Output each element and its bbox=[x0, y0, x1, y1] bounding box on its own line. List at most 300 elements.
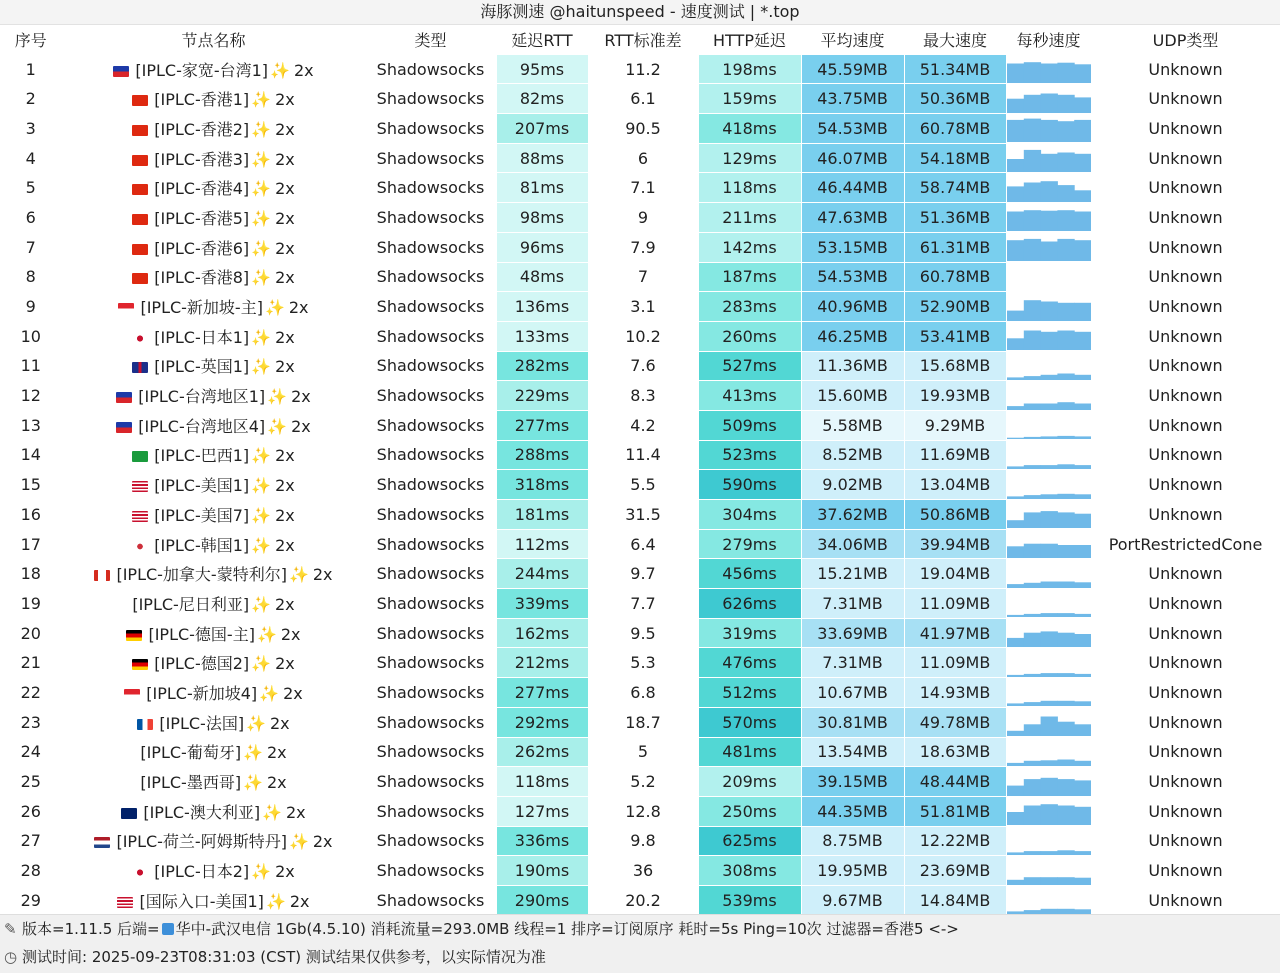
cell-node-name bbox=[62, 618, 365, 648]
speed-sparkline-bar bbox=[1023, 119, 1040, 142]
speed-sparkline bbox=[1007, 441, 1091, 469]
speed-sparkline-bar bbox=[1040, 120, 1057, 142]
speed-sparkline-bar bbox=[1023, 633, 1040, 647]
cell-index: 4 bbox=[0, 143, 62, 173]
cell-udp-type: Unknown bbox=[1091, 262, 1280, 292]
speed-sparkline-bar bbox=[1040, 332, 1057, 350]
cell-http-latency: 250ms bbox=[698, 796, 801, 826]
status-bar bbox=[0, 914, 1280, 973]
cell-avg-speed: 47.63MB bbox=[801, 203, 904, 233]
cell-node-name bbox=[62, 796, 365, 826]
node-multiplier: 2x bbox=[275, 476, 295, 496]
cell-index: 15 bbox=[0, 470, 62, 500]
speed-sparkline-bar bbox=[1057, 63, 1074, 83]
cell-udp-type: PortRestrictedCone bbox=[1091, 529, 1280, 559]
speed-sparkline bbox=[1007, 857, 1091, 885]
sparkle-icon: ✨ bbox=[251, 268, 272, 288]
sparkle-icon: ✨ bbox=[251, 179, 272, 199]
cell-http-latency: 319ms bbox=[698, 618, 801, 648]
cell-rtt-std: 12.8 bbox=[588, 796, 698, 826]
cell-avg-speed: 45.59MB bbox=[801, 54, 904, 84]
cell-node-name bbox=[62, 262, 365, 292]
speed-sparkline-bar bbox=[1023, 95, 1040, 113]
cell-max-speed: 19.04MB bbox=[904, 559, 1006, 589]
sparkle-icon: ✨ bbox=[264, 298, 285, 318]
cell-index: 8 bbox=[0, 262, 62, 292]
sparkle-icon: ✨ bbox=[251, 119, 272, 139]
table-row[interactable] bbox=[0, 114, 1280, 144]
cell-rtt: 290ms bbox=[496, 885, 588, 915]
speed-sparkline-bar bbox=[1040, 581, 1057, 588]
cell-rtt: 288ms bbox=[496, 440, 588, 470]
cell-rtt-std: 90.5 bbox=[588, 114, 698, 144]
table-row[interactable] bbox=[0, 885, 1280, 915]
cell-http-latency: 625ms bbox=[698, 826, 801, 856]
cell-http-latency: 187ms bbox=[698, 262, 801, 292]
flag-icon bbox=[132, 155, 148, 166]
speed-sparkline bbox=[1007, 293, 1091, 321]
cell-http-latency: 539ms bbox=[698, 885, 801, 915]
cell-per-second-speed bbox=[1006, 292, 1091, 322]
speed-sparkline-bar bbox=[1023, 513, 1040, 529]
sparkle-icon: ✨ bbox=[251, 654, 272, 674]
speed-sparkline-bar bbox=[1057, 493, 1074, 498]
speed-sparkline-bar bbox=[1040, 64, 1057, 84]
speed-sparkline-bar bbox=[1057, 633, 1074, 647]
table-row[interactable] bbox=[0, 707, 1280, 737]
speed-sparkline-bar bbox=[1023, 211, 1040, 232]
node-multiplier: 2x bbox=[275, 238, 295, 258]
speed-sparkline-bar bbox=[1007, 763, 1024, 766]
speed-sparkline-bar bbox=[1057, 850, 1074, 855]
speed-sparkline-bar bbox=[1074, 240, 1091, 261]
table-row[interactable] bbox=[0, 232, 1280, 262]
speed-sparkline bbox=[1007, 768, 1091, 796]
table-row[interactable] bbox=[0, 529, 1280, 559]
cell-rtt-std: 5.3 bbox=[588, 648, 698, 678]
cell-rtt: 127ms bbox=[496, 796, 588, 826]
node-name-text: [IPLC-加拿大-蒙特利尔] bbox=[116, 565, 287, 585]
col-header-max-speed[interactable]: 最大速度 bbox=[904, 25, 1006, 54]
cell-max-speed: 39.94MB bbox=[904, 529, 1006, 559]
node-multiplier: 2x bbox=[275, 862, 295, 882]
table-row[interactable] bbox=[0, 737, 1280, 767]
speed-sparkline-bar bbox=[1040, 877, 1057, 885]
table-row[interactable] bbox=[0, 203, 1280, 233]
cell-index: 13 bbox=[0, 410, 62, 440]
cell-http-latency: 118ms bbox=[698, 173, 801, 203]
node-multiplier: 2x bbox=[275, 268, 295, 288]
table-row[interactable] bbox=[0, 470, 1280, 500]
cell-index: 10 bbox=[0, 321, 62, 351]
node-multiplier: 2x bbox=[269, 713, 290, 733]
cell-rtt-std: 11.2 bbox=[588, 54, 698, 84]
cell-type: Shadowsocks bbox=[365, 796, 496, 826]
speed-sparkline-bar bbox=[1023, 851, 1040, 855]
col-header-node-name[interactable]: 节点名称 bbox=[62, 25, 365, 54]
cell-udp-type: Unknown bbox=[1091, 381, 1280, 411]
cell-rtt-std: 6.4 bbox=[588, 529, 698, 559]
cell-rtt-std: 5.2 bbox=[588, 767, 698, 797]
cell-rtt: 339ms bbox=[496, 589, 588, 619]
cell-node-name bbox=[62, 470, 365, 500]
speed-sparkline-bar bbox=[1057, 302, 1074, 320]
flag-icon bbox=[117, 897, 133, 908]
cell-rtt-std: 11.4 bbox=[588, 440, 698, 470]
feather-icon: ✎ bbox=[4, 920, 17, 938]
node-multiplier: 2x bbox=[266, 773, 287, 793]
node-name-text: [国际入口-美国1] bbox=[139, 891, 264, 911]
table-row[interactable] bbox=[0, 648, 1280, 678]
cell-rtt-std: 10.2 bbox=[588, 321, 698, 351]
col-header-per-second-speed[interactable]: 每秒速度 bbox=[1006, 25, 1091, 54]
cell-udp-type: Unknown bbox=[1091, 203, 1280, 233]
table-row[interactable] bbox=[0, 143, 1280, 173]
cell-type: Shadowsocks bbox=[365, 351, 496, 381]
speed-sparkline-bar bbox=[1007, 615, 1024, 617]
table-row[interactable] bbox=[0, 262, 1280, 292]
cell-max-speed: 9.29MB bbox=[904, 410, 1006, 440]
backend-icon bbox=[162, 923, 174, 935]
speed-sparkline-bar bbox=[1057, 701, 1074, 706]
node-multiplier: 2x bbox=[288, 298, 309, 318]
cell-node-name bbox=[62, 737, 365, 767]
speed-sparkline-bar bbox=[1040, 544, 1057, 558]
speed-sparkline-bar bbox=[1023, 583, 1040, 588]
cell-type: Shadowsocks bbox=[365, 232, 496, 262]
speed-sparkline bbox=[1007, 738, 1091, 766]
node-name-text: [IPLC-尼日利亚] bbox=[132, 594, 250, 614]
cell-type: Shadowsocks bbox=[365, 856, 496, 886]
cell-max-speed: 52.90MB bbox=[904, 292, 1006, 322]
col-header-rtt[interactable]: 延迟RTT bbox=[496, 25, 588, 54]
cell-type: Shadowsocks bbox=[365, 173, 496, 203]
speed-sparkline bbox=[1007, 233, 1091, 261]
speed-sparkline bbox=[1007, 619, 1091, 647]
cell-index: 6 bbox=[0, 203, 62, 233]
flag-icon bbox=[132, 481, 148, 492]
speed-sparkline-bar bbox=[1057, 211, 1074, 232]
cell-udp-type: Unknown bbox=[1091, 84, 1280, 114]
node-multiplier: 2x bbox=[266, 743, 287, 763]
node-name-text: [IPLC-日本1] bbox=[154, 327, 250, 347]
node-name-text: [IPLC-家宽-台湾1] bbox=[135, 60, 269, 80]
node-name-text: [IPLC-美国7] bbox=[154, 505, 250, 525]
cell-http-latency: 626ms bbox=[698, 589, 801, 619]
cell-type: Shadowsocks bbox=[365, 678, 496, 708]
cell-avg-speed: 39.15MB bbox=[801, 767, 904, 797]
table-row[interactable] bbox=[0, 381, 1280, 411]
cell-udp-type: Unknown bbox=[1091, 173, 1280, 203]
speed-sparkline-bar bbox=[1040, 242, 1057, 262]
node-multiplier: 2x bbox=[275, 119, 295, 139]
speed-sparkline-bar bbox=[1023, 703, 1040, 707]
cell-udp-type: Unknown bbox=[1091, 856, 1280, 886]
cell-rtt: 277ms bbox=[496, 678, 588, 708]
table-header-row bbox=[0, 25, 1280, 54]
node-multiplier: 2x bbox=[274, 594, 295, 614]
cell-rtt: 292ms bbox=[496, 707, 588, 737]
speed-sparkline-bar bbox=[1057, 779, 1074, 796]
cell-node-name bbox=[62, 826, 365, 856]
cell-avg-speed: 34.06MB bbox=[801, 529, 904, 559]
flag-icon bbox=[132, 867, 148, 878]
node-name-text: [IPLC-英国1] bbox=[154, 357, 250, 377]
speed-sparkline-bar bbox=[1057, 464, 1074, 469]
cell-type: Shadowsocks bbox=[365, 589, 496, 619]
cell-max-speed: 53.41MB bbox=[904, 321, 1006, 351]
node-multiplier: 2x bbox=[275, 505, 295, 525]
cell-type: Shadowsocks bbox=[365, 292, 496, 322]
table-row[interactable] bbox=[0, 410, 1280, 440]
table-row[interactable] bbox=[0, 321, 1280, 351]
cell-avg-speed: 44.35MB bbox=[801, 796, 904, 826]
cell-node-name bbox=[62, 143, 365, 173]
speed-test-table bbox=[0, 25, 1280, 916]
cell-avg-speed: 46.25MB bbox=[801, 321, 904, 351]
cell-node-name bbox=[62, 292, 365, 322]
table-row[interactable] bbox=[0, 292, 1280, 322]
node-name-text: [IPLC-香港8] bbox=[154, 268, 250, 288]
cell-rtt: 98ms bbox=[496, 203, 588, 233]
cell-per-second-speed bbox=[1006, 54, 1091, 84]
node-multiplier: 2x bbox=[312, 565, 333, 585]
table-row[interactable] bbox=[0, 618, 1280, 648]
node-multiplier: 2x bbox=[291, 387, 311, 407]
cell-udp-type: Unknown bbox=[1091, 351, 1280, 381]
table-row[interactable] bbox=[0, 54, 1280, 84]
speed-sparkline bbox=[1007, 144, 1091, 172]
cell-http-latency: 142ms bbox=[698, 232, 801, 262]
cell-index: 23 bbox=[0, 707, 62, 737]
cell-index: 29 bbox=[0, 885, 62, 915]
cell-per-second-speed bbox=[1006, 529, 1091, 559]
cell-avg-speed: 8.52MB bbox=[801, 440, 904, 470]
cell-rtt: 162ms bbox=[496, 618, 588, 648]
speed-sparkline-bar bbox=[1074, 545, 1091, 558]
cell-http-latency: 129ms bbox=[698, 143, 801, 173]
speed-sparkline-bar bbox=[1023, 544, 1040, 558]
cell-rtt: 48ms bbox=[496, 262, 588, 292]
speed-sparkline-bar bbox=[1040, 211, 1057, 231]
cell-type: Shadowsocks bbox=[365, 54, 496, 84]
cell-index: 3 bbox=[0, 114, 62, 144]
cell-rtt: 262ms bbox=[496, 737, 588, 767]
speed-sparkline-bar bbox=[1057, 153, 1074, 173]
speed-sparkline bbox=[1007, 352, 1091, 380]
speed-sparkline-bar bbox=[1074, 465, 1091, 469]
speed-sparkline bbox=[1007, 471, 1091, 499]
cell-udp-type: Unknown bbox=[1091, 648, 1280, 678]
speed-sparkline-bar bbox=[1057, 402, 1074, 410]
cell-node-name bbox=[62, 707, 365, 737]
cell-max-speed: 15.68MB bbox=[904, 351, 1006, 381]
speed-sparkline bbox=[1007, 174, 1091, 202]
table-row[interactable] bbox=[0, 500, 1280, 530]
cell-rtt: 88ms bbox=[496, 143, 588, 173]
cell-per-second-speed bbox=[1006, 737, 1091, 767]
speed-sparkline bbox=[1007, 560, 1091, 588]
cell-avg-speed: 54.53MB bbox=[801, 114, 904, 144]
cell-per-second-speed bbox=[1006, 618, 1091, 648]
cell-per-second-speed bbox=[1006, 203, 1091, 233]
speed-sparkline-bar bbox=[1007, 546, 1024, 558]
speed-sparkline-bar bbox=[1007, 785, 1024, 795]
node-multiplier: 2x bbox=[275, 654, 295, 674]
cell-udp-type: Unknown bbox=[1091, 440, 1280, 470]
cell-per-second-speed bbox=[1006, 470, 1091, 500]
cell-type: Shadowsocks bbox=[365, 143, 496, 173]
speed-sparkline-bar bbox=[1023, 376, 1040, 380]
cell-max-speed: 18.63MB bbox=[904, 737, 1006, 767]
flag-icon bbox=[132, 184, 148, 195]
cell-type: Shadowsocks bbox=[365, 707, 496, 737]
table-row[interactable] bbox=[0, 84, 1280, 114]
cell-type: Shadowsocks bbox=[365, 321, 496, 351]
cell-type: Shadowsocks bbox=[365, 559, 496, 589]
cell-rtt: 229ms bbox=[496, 381, 588, 411]
speed-sparkline-bar bbox=[1007, 879, 1024, 884]
speed-sparkline-bar bbox=[1057, 759, 1074, 766]
cell-node-name bbox=[62, 114, 365, 144]
col-header-index[interactable]: 序号 bbox=[0, 25, 62, 54]
speed-sparkline-bar bbox=[1074, 582, 1091, 588]
table-row[interactable] bbox=[0, 351, 1280, 381]
table-row[interactable] bbox=[0, 767, 1280, 797]
speed-sparkline-bar bbox=[1040, 717, 1057, 737]
sparkle-icon: ✨ bbox=[251, 327, 272, 347]
cell-http-latency: 527ms bbox=[698, 351, 801, 381]
status-time-text: 测试时间: 2025-09-23T08:31:03 (CST) 测试结果仅供参考，以实际情况为准 bbox=[22, 948, 546, 966]
sparkle-icon: ✨ bbox=[256, 624, 277, 644]
speed-sparkline-bar bbox=[1074, 702, 1091, 707]
cell-max-speed: 48.44MB bbox=[904, 767, 1006, 797]
speed-sparkline-bar bbox=[1040, 181, 1057, 202]
cell-udp-type: Unknown bbox=[1091, 321, 1280, 351]
speed-sparkline-bar bbox=[1040, 403, 1057, 410]
col-header-rtt-std[interactable]: RTT标准差 bbox=[588, 25, 698, 54]
cell-per-second-speed bbox=[1006, 351, 1091, 381]
cell-per-second-speed bbox=[1006, 143, 1091, 173]
speed-sparkline bbox=[1007, 797, 1091, 825]
col-header-http-latency[interactable]: HTTP延迟 bbox=[698, 25, 801, 54]
col-header-avg-speed[interactable]: 平均速度 bbox=[801, 25, 904, 54]
cell-avg-speed: 46.44MB bbox=[801, 173, 904, 203]
cell-node-name bbox=[62, 351, 365, 381]
speed-sparkline-bar bbox=[1074, 64, 1091, 83]
table-row[interactable] bbox=[0, 678, 1280, 708]
table-row[interactable] bbox=[0, 856, 1280, 886]
cell-per-second-speed bbox=[1006, 173, 1091, 203]
cell-rtt: 212ms bbox=[496, 648, 588, 678]
cell-node-name bbox=[62, 84, 365, 114]
cell-udp-type: Unknown bbox=[1091, 678, 1280, 708]
speed-sparkline-bar bbox=[1023, 724, 1040, 736]
speed-sparkline-bar bbox=[1074, 302, 1091, 320]
cell-rtt: 95ms bbox=[496, 54, 588, 84]
table-row[interactable] bbox=[0, 559, 1280, 589]
cell-rtt-std: 7 bbox=[588, 262, 698, 292]
flag-icon bbox=[126, 630, 142, 641]
cell-type: Shadowsocks bbox=[365, 648, 496, 678]
speed-sparkline-bar bbox=[1007, 120, 1024, 142]
flag-icon bbox=[132, 451, 148, 462]
table-row[interactable] bbox=[0, 173, 1280, 203]
cell-rtt-std: 3.1 bbox=[588, 292, 698, 322]
node-name-text: [IPLC-荷兰-阿姆斯特丹] bbox=[116, 832, 287, 852]
speed-sparkline-bar bbox=[1057, 877, 1074, 885]
speed-sparkline-bar bbox=[1040, 614, 1057, 618]
cell-avg-speed: 9.67MB bbox=[801, 885, 904, 915]
col-header-udp-type[interactable]: UDP类型 bbox=[1091, 25, 1280, 54]
cell-rtt-std: 31.5 bbox=[588, 500, 698, 530]
cell-node-name bbox=[62, 767, 365, 797]
cell-rtt-std: 7.7 bbox=[588, 589, 698, 619]
flag-icon bbox=[118, 303, 134, 314]
table-row[interactable] bbox=[0, 440, 1280, 470]
status-backend-text: 华中-武汉电信 1Gb(4.5.10) 消耗流量=293.0MB 线程=1 排序=订阅原序 耗时=5s Ping=10次 过滤器=香港5 <-> bbox=[175, 920, 959, 938]
cell-udp-type: Unknown bbox=[1091, 618, 1280, 648]
sparkle-icon: ✨ bbox=[251, 476, 272, 496]
speed-sparkline-bar bbox=[1007, 496, 1024, 499]
speed-sparkline-bar bbox=[1023, 182, 1040, 202]
cell-per-second-speed bbox=[1006, 678, 1091, 708]
speed-sparkline-bar bbox=[1057, 239, 1074, 261]
cell-avg-speed: 33.69MB bbox=[801, 618, 904, 648]
speed-sparkline-bar bbox=[1007, 240, 1024, 261]
window-title: 海豚测速 @haitunspeed - 速度测试 | *.top bbox=[0, 0, 1280, 25]
cell-per-second-speed bbox=[1006, 826, 1091, 856]
cell-type: Shadowsocks bbox=[365, 470, 496, 500]
speed-sparkline-bar bbox=[1007, 852, 1024, 855]
flag-icon bbox=[116, 422, 132, 433]
cell-index: 1 bbox=[0, 54, 62, 84]
table-row[interactable] bbox=[0, 589, 1280, 619]
sparkle-icon: ✨ bbox=[251, 90, 272, 110]
node-name-text: [IPLC-德国-主] bbox=[148, 624, 255, 644]
col-header-type[interactable]: 类型 bbox=[365, 25, 496, 54]
cell-max-speed: 50.36MB bbox=[904, 84, 1006, 114]
cell-max-speed: 14.93MB bbox=[904, 678, 1006, 708]
cell-max-speed: 49.78MB bbox=[904, 707, 1006, 737]
cell-rtt-std: 5.5 bbox=[588, 470, 698, 500]
speed-sparkline bbox=[1007, 678, 1091, 706]
sparkle-icon: ✨ bbox=[265, 891, 286, 911]
flag-icon bbox=[94, 837, 110, 848]
speed-sparkline-bar bbox=[1023, 331, 1040, 351]
table-row[interactable] bbox=[0, 796, 1280, 826]
node-multiplier: 2x bbox=[289, 891, 310, 911]
cell-avg-speed: 30.81MB bbox=[801, 707, 904, 737]
node-name-text: [IPLC-香港4] bbox=[154, 179, 250, 199]
cell-rtt-std: 6 bbox=[588, 143, 698, 173]
table-row[interactable] bbox=[0, 826, 1280, 856]
cell-rtt: 136ms bbox=[496, 292, 588, 322]
cell-http-latency: 570ms bbox=[698, 707, 801, 737]
cell-http-latency: 198ms bbox=[698, 54, 801, 84]
cell-avg-speed: 46.07MB bbox=[801, 143, 904, 173]
sparkle-icon: ✨ bbox=[251, 862, 272, 882]
cell-http-latency: 418ms bbox=[698, 114, 801, 144]
cell-http-latency: 523ms bbox=[698, 440, 801, 470]
cell-rtt-std: 6.8 bbox=[588, 678, 698, 708]
speed-sparkline-bar bbox=[1007, 212, 1024, 232]
node-multiplier: 2x bbox=[275, 446, 295, 466]
speed-sparkline-bar bbox=[1007, 675, 1024, 677]
speed-sparkline-bar bbox=[1074, 120, 1091, 142]
cell-per-second-speed bbox=[1006, 84, 1091, 114]
speed-sparkline-bar bbox=[1023, 403, 1040, 410]
